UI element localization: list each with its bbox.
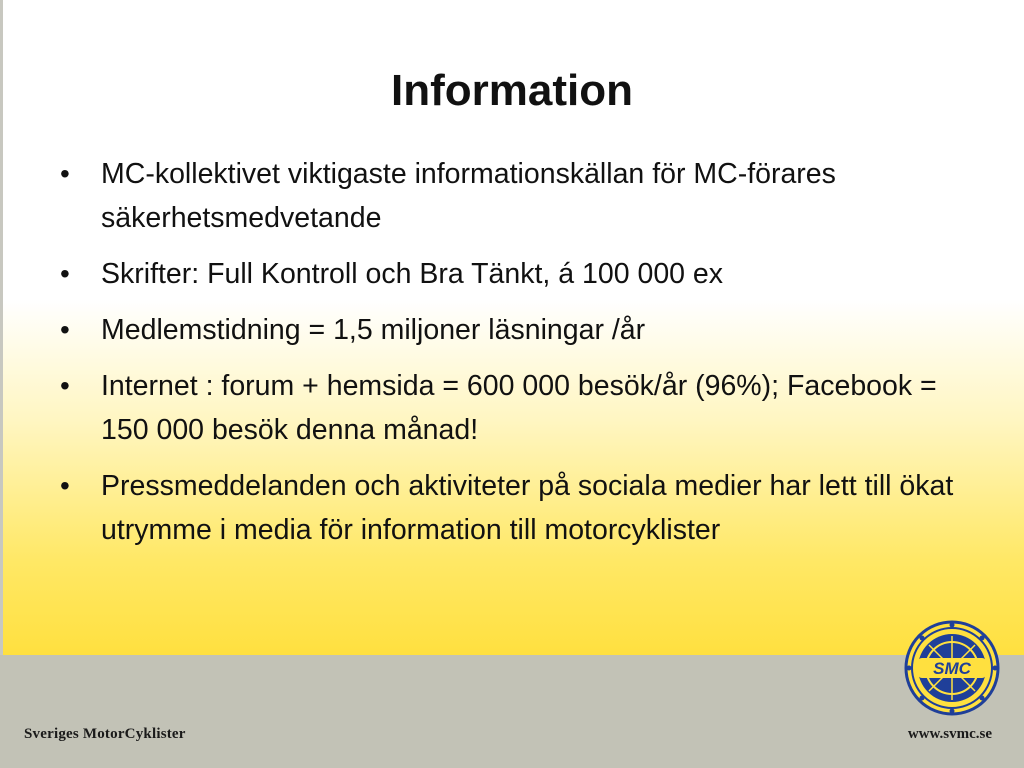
footer-band xyxy=(0,655,1024,768)
bullet-list xyxy=(58,152,958,564)
bullet-item xyxy=(58,308,958,352)
bullet-dot: • xyxy=(60,258,70,289)
bullet-item xyxy=(58,252,958,296)
bullet-text: MC-kollektivet viktigaste informationskällan för MC-förares säkerhetsmedvetande xyxy=(101,158,836,234)
bullet-dot: • xyxy=(60,370,70,401)
footer-website-link[interactable]: www.svmc.se xyxy=(907,726,992,742)
bullet-text: Medlemstidning = 1,5 miljoner läsningar /år xyxy=(101,314,646,346)
bullet-dot: • xyxy=(60,158,70,189)
logo-text: SMC xyxy=(933,659,971,678)
bullet-dot: • xyxy=(60,470,70,501)
slide-title: Information xyxy=(391,66,633,115)
footer-org-name: Sveriges MotorCyklister xyxy=(24,726,186,742)
bullet-dot: • xyxy=(60,314,70,345)
bullet-item xyxy=(58,364,958,452)
smc-logo-icon xyxy=(904,620,1000,716)
bullet-text: Skrifter: Full Kontroll och Bra Tänkt, á 100 000 ex xyxy=(101,258,724,290)
bullet-text: Internet : forum + hemsida = 600 000 besök/år (96%); Facebook = 150 000 besök denna månad! xyxy=(101,370,937,446)
bullet-text: Pressmeddelanden och aktiviteter på sociala medier har lett till ökat utrymme i media för information till motorcyklister xyxy=(101,470,954,546)
bullet-item xyxy=(58,464,958,552)
bullet-item xyxy=(58,152,958,240)
